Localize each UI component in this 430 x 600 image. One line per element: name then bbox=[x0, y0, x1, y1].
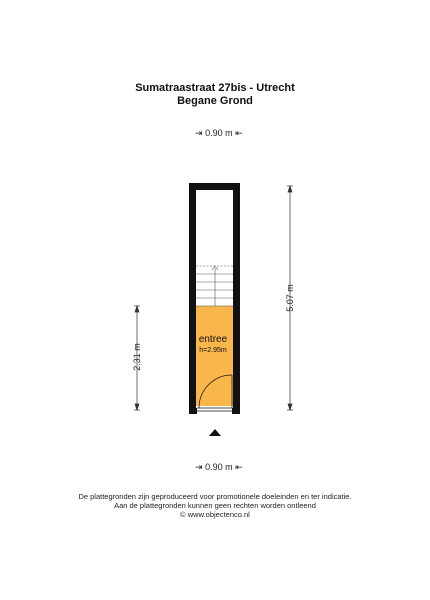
address-title: Sumatraastraat 27bis - Utrecht bbox=[135, 82, 295, 94]
floor-title: Begane Grond bbox=[177, 95, 253, 107]
room-height: h=2.95m bbox=[199, 347, 227, 354]
dim-arrow-right-icon: ⇤ bbox=[235, 128, 243, 138]
wall-right bbox=[233, 183, 240, 414]
dimension-width-bottom-label: 0.90 m bbox=[205, 462, 233, 472]
wall-bottom-left bbox=[189, 408, 197, 414]
disclaimer-line-1: De plattegronden zijn geproduceerd voor promotionele doeleinden en ter indicatie. bbox=[78, 492, 352, 501]
dimension-width-top-label: 0.90 m bbox=[205, 128, 233, 138]
wall-bottom-right bbox=[232, 408, 240, 414]
dim-arrow-right-icon: ⇤ bbox=[235, 462, 243, 472]
dim-arrow-left-icon: ⇥ bbox=[195, 128, 203, 138]
dimension-width-bottom bbox=[195, 462, 243, 472]
wall-left bbox=[189, 183, 196, 414]
disclaimer-line-2: Aan de plattegronden kunnen geen rechten worden ontleend bbox=[114, 501, 316, 510]
dimension-length-left-label: 2.31 m bbox=[132, 343, 142, 371]
copyright-line: © www.objectenco.nl bbox=[180, 510, 250, 519]
dim-arrow-left-icon: ⇥ bbox=[195, 462, 203, 472]
wall-top bbox=[189, 183, 240, 190]
entrance-arrow-icon bbox=[209, 429, 221, 436]
staircase bbox=[196, 260, 234, 306]
room-entree-area bbox=[195, 306, 234, 406]
room-name: entree bbox=[198, 334, 228, 345]
dimension-length-right-label: 5.07 m bbox=[285, 284, 295, 312]
